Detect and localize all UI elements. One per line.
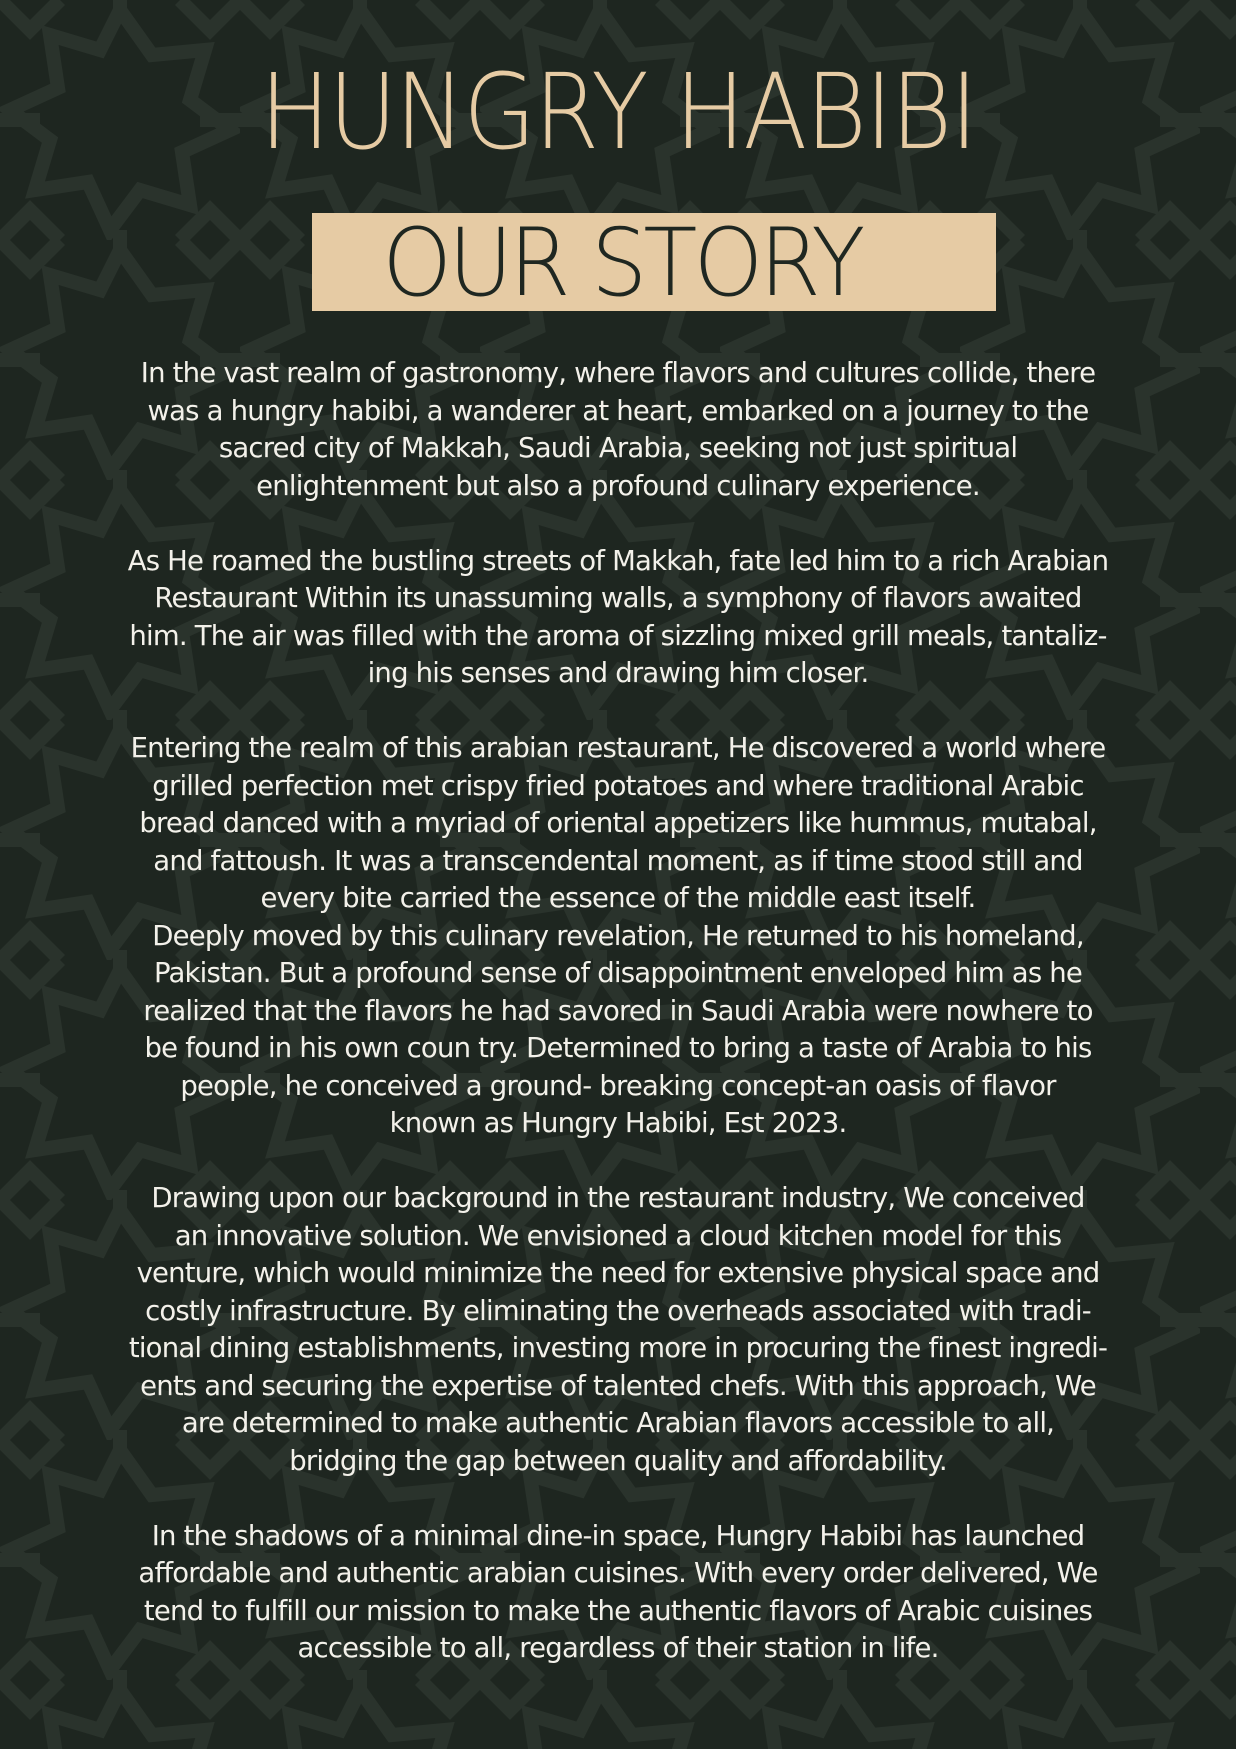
story-line: Pakistan. But a profound sense of disappointment enveloped him as he <box>153 957 1083 989</box>
story-line: known as Hungry Habibi, Est 2023. <box>389 1107 847 1139</box>
story-line: be found in his own coun try. Determined to bring a taste of Arabia to his <box>144 1032 1092 1064</box>
story-paragraph <box>118 730 1118 918</box>
story-line: affordable and authentic arabian cuisines. With every order delivered, We <box>138 1557 1098 1589</box>
story-line: bridging the gap between quality and affordability. <box>289 1444 947 1477</box>
story-line: was a hungry habibi, a wanderer at heart, embarked on a journey to the <box>147 394 1089 427</box>
story-paragraph <box>118 918 1118 1143</box>
story-line: Drawing upon our background in the restaurant industry, We conceived <box>151 1182 1085 1214</box>
story-line: realized that the flavors he had savored in Saudi Arabia were nowhere to <box>143 994 1093 1027</box>
story-line: every bite carried the essence of the middle east itself. <box>260 882 976 914</box>
story-line: tional dining establishments, investing more in procuring the finest ingredi- <box>128 1332 1108 1364</box>
story-line: people, he conceived a ground- breaking concept-an oasis of flavor <box>180 1069 1056 1102</box>
story-line: accessible to all, regardless of their station in life. <box>297 1632 939 1664</box>
story-line: ing his senses and drawing him closer. <box>367 657 869 689</box>
story-line: Deeply moved by this culinary revelation, He returned to his homeland, <box>152 919 1084 952</box>
story-line: As He roamed the bustling streets of Makkah, fate led him to a rich Arabian <box>127 544 1109 577</box>
story-line: enlightenment but also a profound culinary experience. <box>256 469 980 502</box>
story-line: In the vast realm of gastronomy, where flavors and cultures collide, there <box>140 357 1096 389</box>
story-line: sacred city of Makkah, Saudi Arabia, seeking not just spiritual <box>218 432 1018 464</box>
story-heading: OUR STORY <box>382 209 862 318</box>
story-paragraph <box>118 1518 1118 1668</box>
story-line: are determined to make authentic Arabian flavors accessible to all, <box>181 1407 1055 1439</box>
story-line: tend to fulfill our mission to make the authentic flavors of Arabic cuisines <box>143 1594 1093 1627</box>
story-line: venture, which would minimize the need for extensive physical space and <box>136 1257 1100 1289</box>
story-banner <box>312 209 996 318</box>
story-line: costly infrastructure. By eliminating the overheads associated with tradi- <box>145 1294 1091 1327</box>
story-paragraph <box>118 1180 1118 1480</box>
story-line: an innovative solution. We envisioned a cloud kitchen model for this <box>174 1219 1062 1252</box>
story-line: Restaurant Within its unassuming walls, a symphony of flavors awaited <box>154 582 1082 614</box>
story-line: him. The air was filled with the aroma of sizzling mixed grill meals, tantaliz- <box>129 619 1107 652</box>
story-line: ents and securing the expertise of talented chefs. With this approach, We <box>140 1369 1096 1402</box>
brand-title: HUNGRY HABIBI <box>259 51 977 173</box>
story-line: and fattoush. It was a transcendental moment, as if time stood still and <box>153 844 1083 877</box>
story-line: In the shadows of a minimal dine-in space, Hungry Habibi has launched <box>151 1519 1085 1552</box>
story-body <box>118 355 1118 1668</box>
story-line: bread danced with a myriad of oriental appetizers like hummus, mutabal, <box>139 807 1097 839</box>
story-paragraph <box>118 543 1118 693</box>
story-paragraph <box>118 355 1118 505</box>
story-line: Entering the realm of this arabian restaurant, He discovered a world where <box>130 732 1106 764</box>
story-line: grilled perfection met crispy fried potatoes and where traditional Arabic <box>152 769 1084 802</box>
